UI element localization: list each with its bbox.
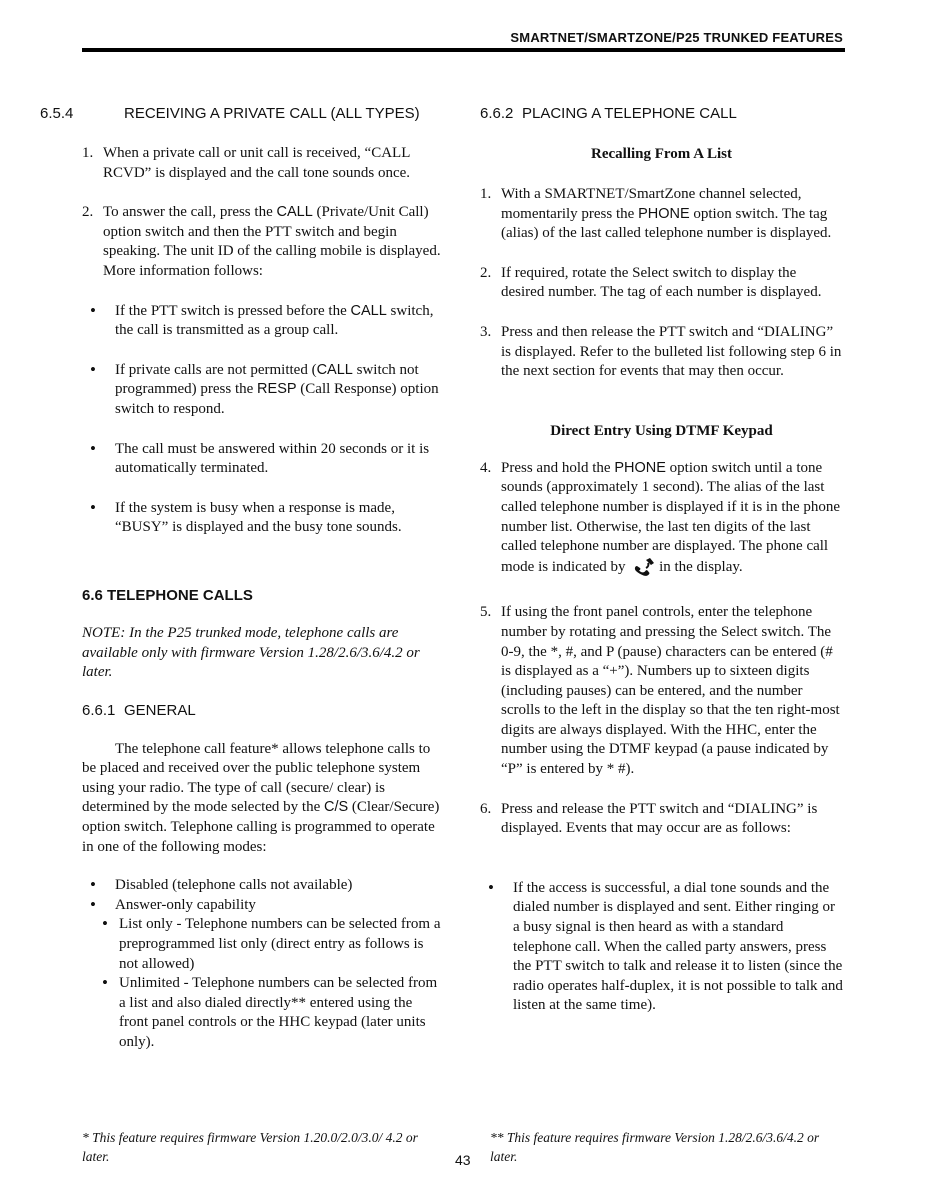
bullet-icon: • bbox=[90, 438, 96, 458]
section-title: GENERAL bbox=[124, 701, 196, 719]
bullet-icon: • bbox=[90, 300, 96, 320]
switch-label: C/S bbox=[324, 799, 349, 816]
list-item: 6. Press and release the PTT switch and “DIALING” is displayed. Events that may occur are as follows: bbox=[480, 800, 818, 837]
bullet-icon: • bbox=[488, 877, 494, 897]
switch-label: CALL bbox=[350, 302, 387, 319]
switch-label: PHONE bbox=[638, 205, 690, 222]
page-number: 43 bbox=[455, 1152, 471, 1168]
bullet-item: • Disabled (telephone calls not available) bbox=[90, 875, 353, 895]
switch-label: CALL bbox=[276, 204, 313, 221]
bullet-icon: • bbox=[90, 875, 96, 895]
bullet-item: • The call must be answered within 20 seconds or it is automatically terminated. bbox=[90, 438, 430, 477]
section-title: PLACING A TELEPHONE CALL bbox=[522, 105, 737, 122]
section-heading-6-6-2 bbox=[480, 104, 843, 124]
bullet-icon: • bbox=[90, 894, 96, 914]
switch-label: CALL bbox=[316, 361, 353, 378]
bullet-icon: • bbox=[90, 359, 96, 379]
footnote-right: ** This feature requires firmware Version 1.28/2.6/3.6/4.2 or later. bbox=[490, 1130, 820, 1164]
list-item: 5. If using the front panel controls, enter the telephone number by rotating and pressing the Select switch. The 0-9, the *, #, and P (pause) characters can be entered (# is displayed as a “+”). Numbers up to sixteen digits (including pauses) can be entered, and the number scrolls to the left in the display so that the ten right-most digits are always displayed. With the HHC, enter the number using the DTMF keypad (a pause indicated by “P” is entered by * #). bbox=[480, 604, 840, 778]
subheading-recalling: Recalling From A List bbox=[591, 146, 732, 162]
section-number: 6.6.2 bbox=[480, 105, 514, 122]
list-item: 2. To answer the call, press the CALL (Private/Unit Call) option switch and then the PTT switch and begin speaking. The unit ID of the calling mobile is displayed. More information follows: bbox=[82, 204, 441, 279]
running-head: SMARTNET/SMARTZONE/P25 TRUNKED FEATURES bbox=[510, 30, 843, 45]
subheading-direct-entry: Direct Entry Using DTMF Keypad bbox=[550, 422, 773, 439]
section-number: 6.6.1 bbox=[82, 701, 116, 719]
sub-bullet-item: • Unlimited - Telephone numbers can be selected from a list and also dialed directly** entered using the front panel controls or the HHC keypad (later units only). bbox=[102, 973, 438, 1050]
section-heading-6-6: 6.6 TELEPHONE CALLS bbox=[82, 586, 253, 604]
left-column bbox=[40, 104, 445, 1053]
list-item: 2. If required, rotate the Select switch to display the desired number. The tag of each number is displayed. bbox=[480, 264, 822, 301]
section-number: 6.5.4 bbox=[40, 105, 74, 122]
header-rule bbox=[82, 48, 845, 52]
bullet-item: • If the system is busy when a response is made, “BUSY” is displayed and the busy tone sounds. bbox=[90, 497, 402, 536]
footnote-left: * This feature requires firmware Version 1.20.0/2.0/3.0/ 4.2 or later. bbox=[82, 1130, 418, 1164]
telephone-handset-icon bbox=[633, 557, 655, 584]
bullet-item: • If private calls are not permitted (CALL switch not programmed) press the RESP (Call Response) option switch to respond. bbox=[90, 359, 439, 417]
sub-bullet-item: • List only - Telephone numbers can be selected from a preprogrammed list only (direct entry as follows is not allowed) bbox=[102, 914, 441, 972]
body-paragraph: The telephone call feature* allows telephone calls to be placed and received over the public telephone system using your radio. The type of call (secure/ clear) is determined by the mode selected by the C/S (Clear/Secure) option switch. Telephone calling is programmed to operate in one of the following modes: bbox=[82, 740, 440, 855]
section-title: RECEIVING A PRIVATE CALL (ALL TYPES) bbox=[124, 105, 420, 122]
bullet-item: • If the access is successful, a dial tone sounds and the dialed number is displayed and sent. Either ringing or a busy signal is then heard as with a standard telephone call. When the called party answers, press the PTT switch to talk and release it to listen (since the radio operates half-duplex, it is not possible to talk and listen at the same time). bbox=[488, 877, 843, 1014]
bullet-item: • If the PTT switch is pressed before the CALL switch, the call is transmitted as a group call. bbox=[90, 300, 434, 339]
section-heading-6-6-1 bbox=[82, 701, 445, 721]
note-paragraph: NOTE: In the P25 trunked mode, telephone calls are available only with firmware Version 1.28/2.6/3.6/4.2 or later. bbox=[82, 624, 420, 681]
list-item: 3. Press and then release the PTT switch and “DIALING” is displayed. Refer to the bulleted list following step 6 in the next section for events that may then occur. bbox=[480, 323, 842, 380]
list-item: 4. Press and hold the PHONE option switch until a tone sounds (approximately 1 second). The alias of the last called telephone number is displayed if it is in the phone number list. Otherwise, the last ten digits of the last called telephone number are displayed. The phone call mode is indicated by in the display. bbox=[480, 459, 843, 584]
bullet-icon: • bbox=[90, 497, 96, 517]
bullet-icon: • bbox=[102, 973, 108, 993]
section-heading-6-5-4 bbox=[40, 104, 445, 124]
right-column bbox=[480, 104, 843, 1016]
bullet-icon: • bbox=[102, 914, 108, 934]
switch-label: RESP bbox=[257, 381, 297, 398]
list-item: 1. When a private call or unit call is received, “CALL RCVD” is displayed and the call tone sounds once. bbox=[82, 145, 411, 181]
list-item: 1. With a SMARTNET/SmartZone channel selected, momentarily press the PHONE option switch. The tag (alias) of the last called telephone number is displayed. bbox=[480, 186, 832, 242]
switch-label: PHONE bbox=[614, 459, 666, 476]
bullet-item: • Answer-only capability bbox=[90, 894, 256, 914]
